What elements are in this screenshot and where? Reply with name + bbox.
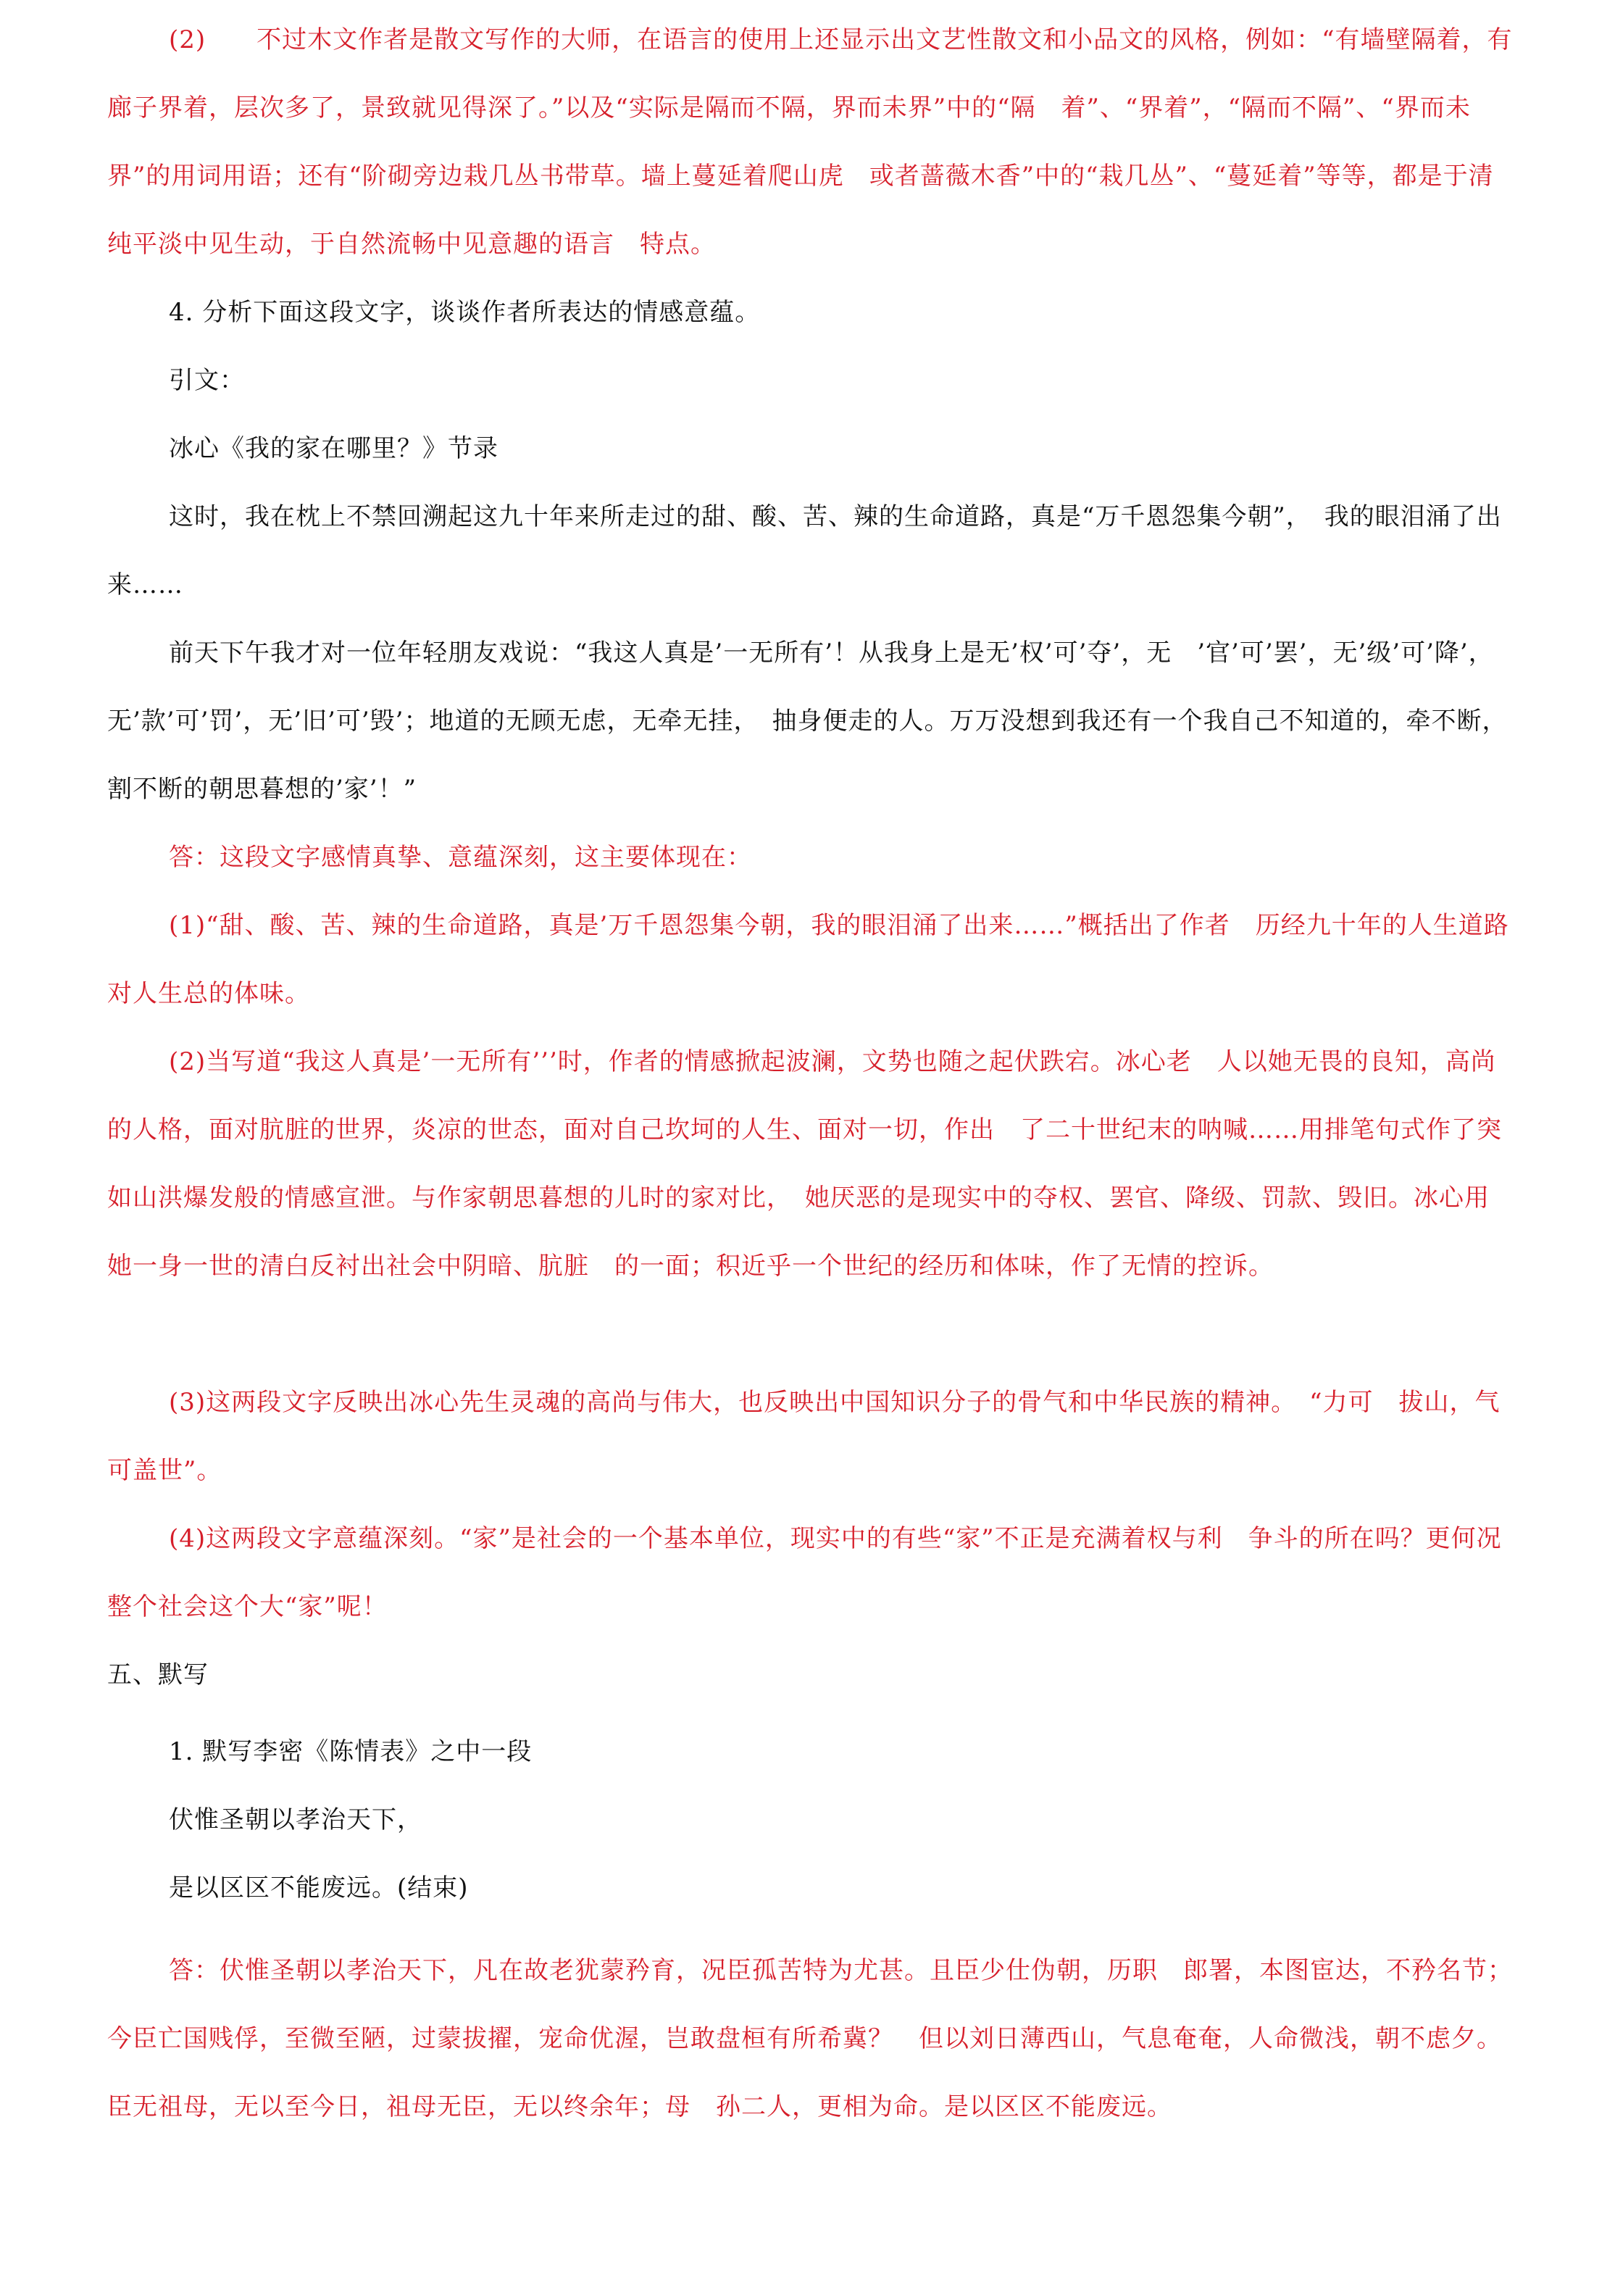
dictation-start-line: 伏惟圣朝以孝治天下， — [169, 1805, 422, 1834]
section-5-heading: 五、默写 — [107, 1660, 209, 1689]
answer-point-1: (1)“甜、酸、苦、辣的生命道路，真是’万千恩怨集今朝，我的眼泪涌了出来……”概括出了作者 历经九十年的人生道路对人生总的体味。 — [107, 911, 1509, 1008]
answer-point-4: (4)这两段文字意蕴深刻。“家”是社会的一个基本单位，现实中的有些“家”不正是充满着权与利 争斗的所在吗？更何况整个社会这个大“家”呢！ — [107, 1524, 1502, 1621]
excerpt-paragraph-2: 前天下午我才对一位年轻朋友戏说：“我这人真是’一无所有’！从我身上是无’权’可’夺’，无 ’官’可’罢’，无’级’可’降’，无’款’可’罚’，无’旧’可’毁’；地道的无顾无虑，无牵无挂， 抽身便走的人。万万没想到我还有一个我自己不知道的，牵不断，割不断的朝思暮想的’家’！” — [107, 639, 1508, 804]
quotation-label: 引文： — [169, 366, 245, 395]
answer-paragraph-2-language-style: (2) 不过木文作者是散文写作的大师，在语言的使用上还显示出文艺性散文和小品文的风格，例如：“有墙壁隔着，有廊子界着，层次多了，景致就见得深了。”以及“实际是隔而不隔，界而未界”中的“隔 着”、“界着”，“隔而不隔”、“界而未界”的用词用语；还有“阶砌旁边栽几丛书带草。墙上蔓延着爬山虎 或者蔷薇木香”中的“栽几丛”、“蔓延着”等等，都是于清纯平淡中见生动，于自然流畅中见意趣的语言 特点。 — [107, 25, 1513, 259]
dictation-answer: 答：伏惟圣朝以孝治天下，凡在故老犹蒙矜育，况臣孤苦特为尤甚。且臣少仕伪朝，历职 郎署，本图宦达，不矜名节；今臣亡国贱俘，至微至陋，过蒙拔擢，宠命优渥，岂敢盘桓有所希冀？ 但以刘日薄西山，气息奄奄，人命微浅，朝不虑夕。臣无祖母，无以至今日，祖母无臣，无以终余年；母 孙二人，更相为命。是以区区不能废远。 — [107, 1956, 1513, 2121]
question-4-heading: 4. 分析下面这段文字，谈谈作者所表达的情感意蕴。 — [169, 298, 761, 327]
answer-intro: 答：这段文字感情真挚、意蕴深刻，这主要体现在： — [169, 843, 752, 872]
dictation-end-line: 是以区区不能废远。(结束) — [169, 1873, 469, 1902]
excerpt-source: 冰心《我的家在哪里？》节录 — [169, 434, 498, 463]
answer-point-2: (2)当写道“我这人真是’一无所有’’’时，作者的情感掀起波澜，文势也随之起伏跌宕。冰心老 人以她无畏的良知，高尚的人格，面对肮脏的世界，炎凉的世态，面对自己坎坷的人生、面对一切，作出 了二十世纪末的呐喊……用排笔句式作了突如山洪爆发般的情感宣泄。与作家朝思暮想的儿时的家对比， 她厌恶的是现实中的夺权、罢官、降级、罚款、毁旧。冰心用她一身一世的清白反衬出社会中阴暗、肮脏 的一面；积近乎一个世纪的经历和体味，作了无情的控诉。 — [107, 1047, 1502, 1281]
dictation-question-1: 1. 默写李密《陈情表》之中一段 — [169, 1737, 533, 1766]
excerpt-paragraph-1: 这时，我在枕上不禁回溯起这九十年来所走过的甜、酸、苦、辣的生命道路，真是“万千恩怨集今朝”， 我的眼泪涌了出来…… — [107, 502, 1502, 599]
answer-point-3: (3)这两段文字反映出冰心先生灵魂的高尚与伟大，也反映出中国知识分子的骨气和中华民族的精神。 “力可 拔山，气可盖世”。 — [107, 1388, 1501, 1485]
